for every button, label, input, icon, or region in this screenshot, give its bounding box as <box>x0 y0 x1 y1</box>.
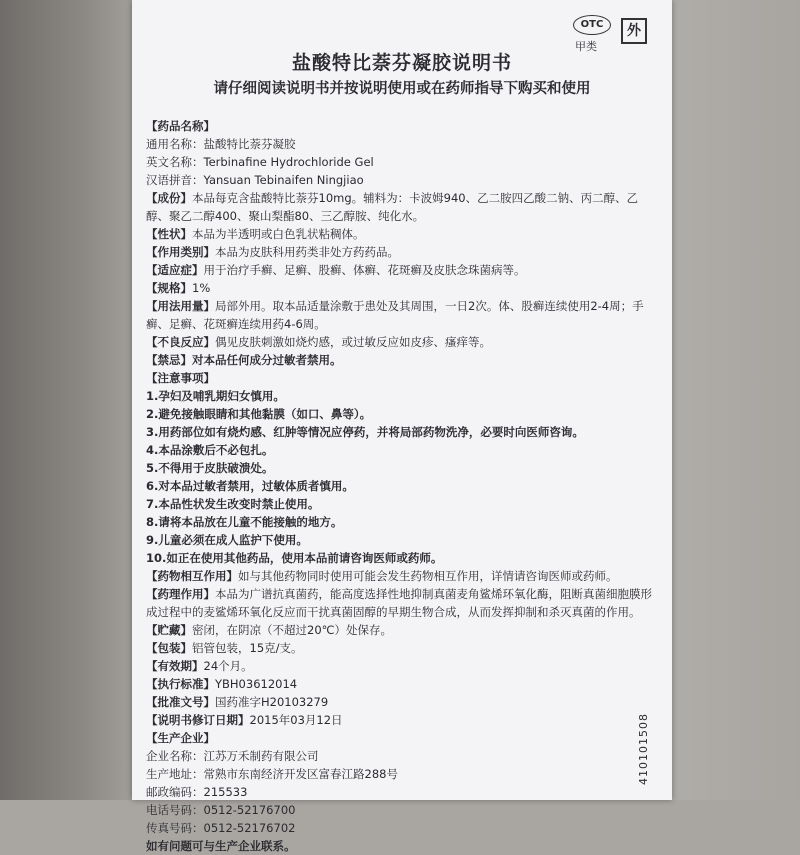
approval-text: 国药准字H20103279 <box>215 695 329 709</box>
precaution-item: 6.对本品过敏者禁用，过敏体质者慎用。 <box>146 479 354 493</box>
validity-label: 【有效期】 <box>146 659 204 673</box>
spec-section <box>146 279 658 297</box>
precaution-item: 3.用药部位如有烧灼感、红肿等情况应停药，并将局部药物洗净，必要时向医师咨询。 <box>146 425 584 439</box>
precaution-item: 2.避免接触眼睛和其他黏膜（如口、鼻等）。 <box>146 407 372 421</box>
contraindications-text: 对本品任何成分过敏者禁用。 <box>192 353 342 367</box>
document-subtitle: 请仔细阅读说明书并按说明使用或在药师指导下购买和使用 <box>213 81 591 97</box>
package-section <box>146 639 658 657</box>
indications-text: 用于治疗手癣、足癣、股癣、体癣、花斑癣及皮肤念珠菌病等。 <box>203 263 526 277</box>
adverse-label: 【不良反应】 <box>146 335 215 349</box>
spec-text: 1% <box>192 281 211 295</box>
indications-section <box>146 261 658 279</box>
dosage-label: 【用法用量】 <box>146 299 215 313</box>
precaution-item: 8.请将本品放在儿童不能接触的地方。 <box>146 515 343 529</box>
drug-name-heading: 【药品名称】 <box>146 119 215 133</box>
precaution-item: 5.不得用于皮肤破溃处。 <box>146 461 274 475</box>
storage-text: 密闭，在阴凉（不超过20℃）处保存。 <box>192 623 393 637</box>
properties-text: 本品为半透明或白色乳状粘稠体。 <box>192 227 365 241</box>
contraindications-section <box>146 351 658 369</box>
revision-section <box>146 711 658 729</box>
leaflet-body <box>146 117 658 855</box>
precautions-heading: 【注意事项】 <box>146 371 215 385</box>
side-code: 410101508 <box>637 713 650 785</box>
standard-text: YBH03612014 <box>215 677 298 691</box>
dosage-text: 局部外用。取本品适量涂敷于患处及其周围，一日2次。体、股癣连续使用2-4周；手癣、足癣、花斑癣连续用药4-6周。 <box>146 299 644 331</box>
pharmacology-label: 【药理作用】 <box>146 587 215 601</box>
precaution-item: 9.儿童必须在成人监护下使用。 <box>146 533 308 547</box>
category-label: 甲类 <box>575 40 597 53</box>
contraindications-label: 【禁忌】 <box>146 353 192 367</box>
composition-label: 【成份】 <box>146 191 192 205</box>
otc-badge: OTC <box>573 15 611 35</box>
precaution-item: 7.本品性状发生改变时禁止使用。 <box>146 497 320 511</box>
pharmacology-text: 本品为广谱抗真菌药，能高度选择性地抑制真菌麦角鲨烯环氧化酶，阻断真菌细胞膜形成过程中的麦鲨烯环氧化反应而干扰真菌固醇的早期生物合成，从而发挥抑制和杀灭真菌的作用。 <box>146 587 652 619</box>
standard-section <box>146 675 658 693</box>
document-title: 盐酸特比萘芬凝胶说明书 <box>291 52 512 74</box>
composition-text: 本品每克含盐酸特比萘芬10mg。辅料为：卡波姆940、乙二胺四乙酸二钠、丙二醇、乙醇、聚乙二醇400、聚山梨酯80、三乙醇胺、纯化水。 <box>146 191 639 223</box>
package-label: 【包装】 <box>146 641 192 655</box>
manufacturer-postcode: 邮政编码：215533 <box>146 785 248 799</box>
spec-label: 【规格】 <box>146 281 192 295</box>
precaution-item: 10.如正在使用其他药品，使用本品前请咨询医师或药师。 <box>146 551 443 565</box>
approval-section <box>146 693 658 711</box>
standard-label: 【执行标准】 <box>146 677 215 691</box>
revision-label: 【说明书修订日期】 <box>146 713 250 727</box>
manufacturer-name: 企业名称：江苏万禾制药有限公司 <box>146 749 319 763</box>
pharmacology-section <box>146 585 658 621</box>
properties-section <box>146 225 658 243</box>
category-section-text: 本品为皮肤科用药类非处方药药品。 <box>215 245 399 259</box>
manufacturer-heading: 【生产企业】 <box>146 731 215 745</box>
generic-name: 通用名称：盐酸特比萘芬凝胶 <box>146 137 296 151</box>
properties-label: 【性状】 <box>146 227 192 241</box>
background-right <box>650 0 800 800</box>
validity-text: 24个月。 <box>203 659 253 673</box>
dosage-section <box>146 297 658 333</box>
manufacturer-phone: 电话号码：0512-52176700 <box>146 803 296 817</box>
interactions-text: 如与其他药物同时使用可能会发生药物相互作用，详情请咨询医师或药师。 <box>238 569 618 583</box>
category-section <box>146 243 658 261</box>
manufacturer-contact-note: 如有问题可与生产企业联系。 <box>146 839 296 853</box>
background-left <box>0 0 140 800</box>
adverse-text: 偶见皮肤刺激如烧灼感，或过敏反应如皮疹、瘙痒等。 <box>215 335 491 349</box>
category-section-label: 【作用类别】 <box>146 245 215 259</box>
interactions-label: 【药物相互作用】 <box>146 569 238 583</box>
leaflet-paper <box>132 0 672 853</box>
manufacturer-address: 生产地址：常熟市东南经济开发区富春江路288号 <box>146 767 398 781</box>
interactions-section <box>146 567 658 585</box>
storage-section <box>146 621 658 639</box>
validity-section <box>146 657 658 675</box>
package-text: 铝管包装，15克/支。 <box>192 641 303 655</box>
precaution-item: 4.本品涂敷后不必包扎。 <box>146 443 274 457</box>
manufacturer-fax: 传真号码：0512-52176702 <box>146 821 296 835</box>
english-name: 英文名称：Terbinafine Hydrochloride Gel <box>146 155 374 169</box>
pinyin-name: 汉语拼音：Yansuan Tebinaifen Ningjiao <box>146 173 364 187</box>
precaution-item: 1.孕妇及哺乳期妇女慎用。 <box>146 389 285 403</box>
external-use-mark: 外 <box>621 18 647 44</box>
storage-label: 【贮藏】 <box>146 623 192 637</box>
adverse-section <box>146 333 658 351</box>
approval-label: 【批准文号】 <box>146 695 215 709</box>
composition-section <box>146 189 658 225</box>
indications-label: 【适应症】 <box>146 263 204 277</box>
revision-text: 2015年03月12日 <box>249 713 343 727</box>
